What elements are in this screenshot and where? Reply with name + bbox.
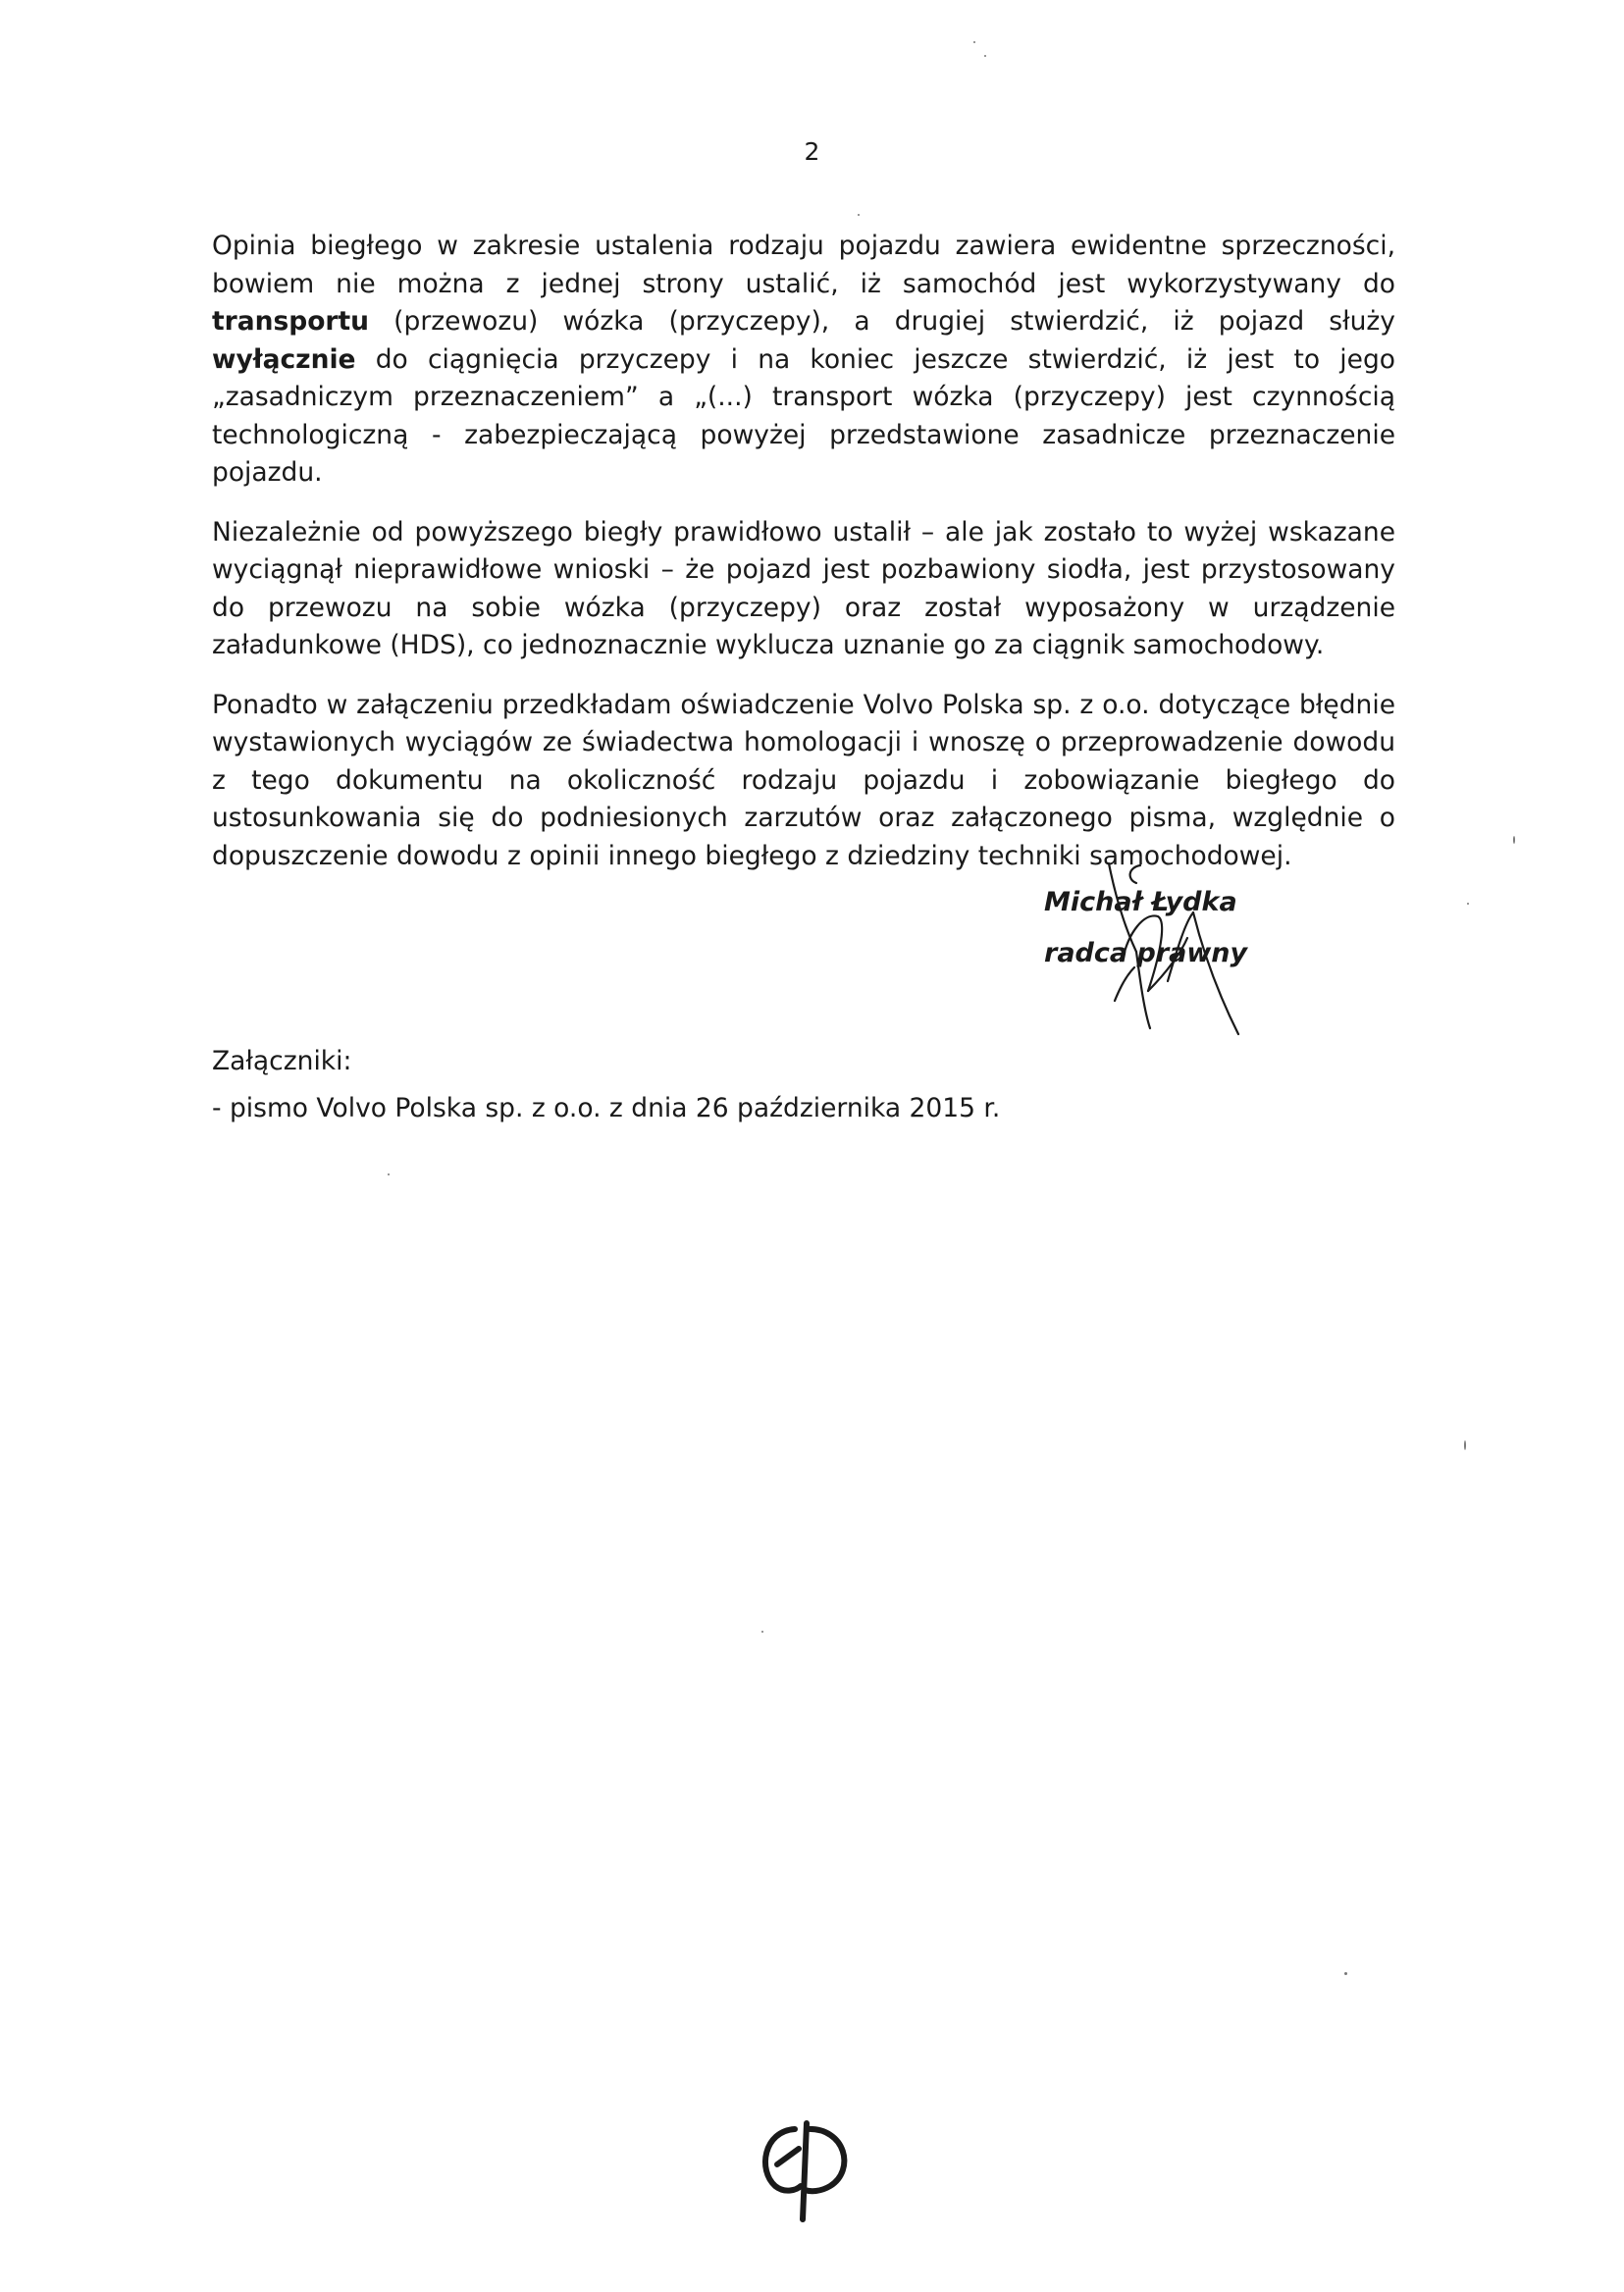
attachments-heading: Załączniki: [212, 1046, 352, 1076]
scan-speck [761, 1631, 763, 1633]
scan-speck [1344, 1972, 1347, 1975]
emphasis-wylacznie: wyłącznie [212, 343, 356, 375]
paragraph-request: Ponadto w załączeniu przedkładam oświadczenie Volvo Polska sp. z o.o. dotyczące błędnie wystawionych wyciągów ze świadectwa homologacji i wnoszę o przeprowadzenie dowodu z tego dokumentu na okoliczność rodzaju pojazdu i zobowiązanie biegłego do ustosunkowania się do podniesionych zarzutów oraz załączonego pisma, względnie o dopuszczenie dowodu z opinii innego biegłego z dziedziny techniki samochodowej. [212, 689, 1395, 871]
paragraph-text: do ciągnięcia przyczepy i na koniec jeszcze stwierdzić, iż jest to jego „zasadniczym przeznaczeniem” a „(...) transport wózka (przyczepy) jest czynnością technologiczną - zabezpieczającą powyżej przedstawione zasadnicze przeznaczenie pojazdu. [212, 343, 1395, 488]
emphasis-transportu: transportu [212, 306, 370, 337]
page-number: 2 [804, 137, 820, 166]
paragraph-findings: Niezależnie od powyższego biegły prawidłowo ustalił – ale jak zostało to wyżej wskazane wyciągnął nieprawidłowe wnioski – że pojazd jest pozbawiony siodła, jest przystosowany do przewozu na sobie wózka (przyczepy) oraz został wyposażony w urządzenie załadunkowe (HDS), co jednoznacznie wyklucza uznanie go za ciągnik samochodowy. [212, 516, 1395, 660]
footer-logo-mark [756, 2110, 864, 2227]
attachment-item: - pismo Volvo Polska sp. z o.o. z dnia 26 października 2015 r. [212, 1093, 1001, 1123]
paragraph-expert-opinion [212, 228, 1395, 493]
scan-speck [1464, 1440, 1466, 1450]
letter-body [212, 228, 1395, 897]
paragraph-text: (przewozu) wózka (przyczepy), a drugiej stwierdzić, iż pojazd służy [369, 306, 1395, 337]
paragraph-text: Opinia biegłego w zakresie ustalenia rodzaju pojazdu zawiera ewidentne sprzeczności, bowiem nie można z jednej strony ustalić, iż samochód jest wykorzystywany do [212, 231, 1395, 299]
scan-speck [858, 214, 860, 216]
signature-name: Michał Łydka [1044, 887, 1237, 917]
scan-speck [984, 55, 986, 57]
handwritten-signature [1021, 854, 1305, 1040]
signature-title: radca prawny [1044, 938, 1248, 968]
signature-block [1021, 854, 1305, 1040]
scan-speck [1467, 903, 1469, 905]
scan-speck [388, 1173, 390, 1175]
scan-speck [973, 41, 975, 43]
scan-speck [1513, 836, 1515, 844]
